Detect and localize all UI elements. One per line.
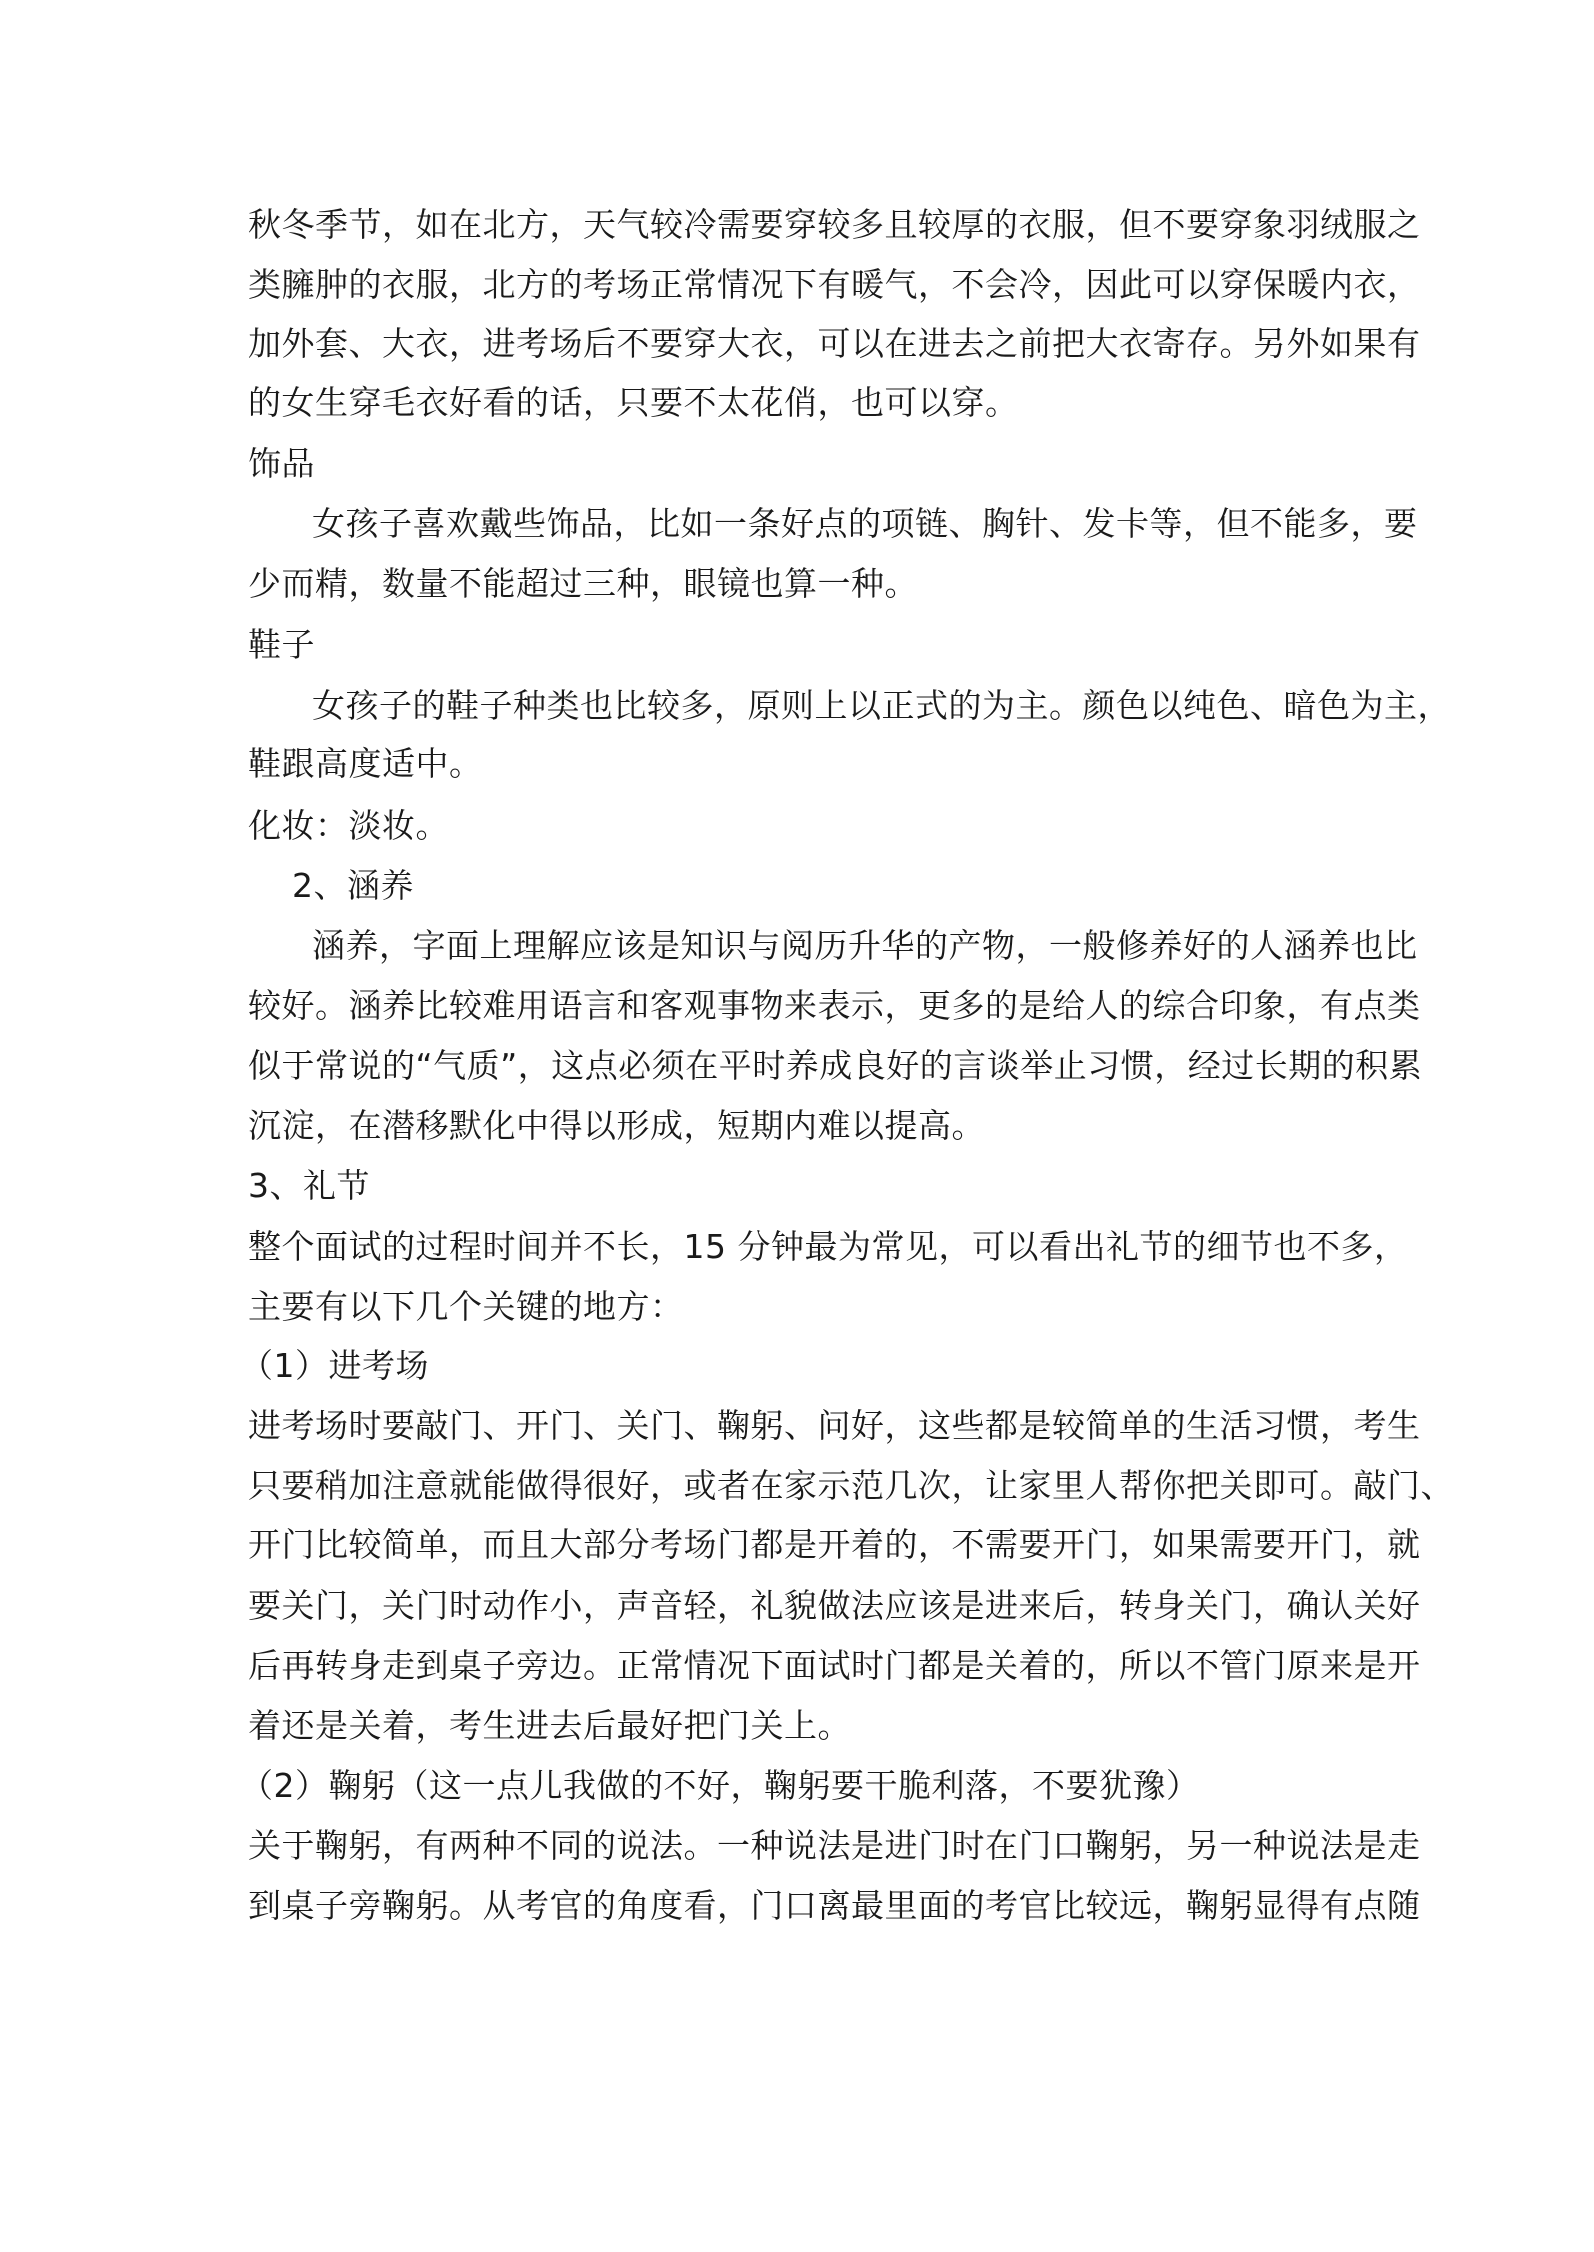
text-line: 沉淀，在潜移默化中得以形成，短期内难以提高。	[248, 1106, 985, 1145]
text-line: 秋冬季节，如在北方，天气较冷需要穿较多且较厚的衣服，但不要穿象羽绒服之	[248, 205, 1421, 244]
text-line: 鞋跟高度适中。	[248, 744, 483, 783]
section-heading: 2、涵养	[292, 866, 414, 905]
text-line: 女孩子喜欢戴些饰品，比如一条好点的项链、胸针、发卡等，但不能多，要	[312, 504, 1418, 543]
text-line: 主要有以下几个关键的地方：	[248, 1287, 684, 1326]
text-line: 较好。涵养比较难用语言和客观事物来表示，更多的是给人的综合印象，有点类	[248, 986, 1421, 1025]
section-heading: 鞋子	[248, 625, 315, 664]
section-heading: 3、礼节	[248, 1166, 370, 1205]
text-line: 的女生穿毛衣好看的话，只要不太花俏，也可以穿。	[248, 383, 1019, 422]
text-line: 到桌子旁鞠躬。从考官的角度看，门口离最里面的考官比较远，鞠躬显得有点随	[248, 1886, 1421, 1925]
text-line: 女孩子的鞋子种类也比较多，原则上以正式的为主。颜色以纯色、暗色为主，	[312, 686, 1451, 725]
text-line: 类臃肿的衣服，北方的考场正常情况下有暖气，不会冷，因此可以穿保暖内衣，	[248, 265, 1421, 304]
text-line: 只要稍加注意就能做得很好，或者在家示范几次，让家里人帮你把关即可。敲门、	[248, 1466, 1454, 1505]
subsection-heading: （2）鞠躬（这一点儿我做的不好，鞠躬要干脆利落，不要犹豫）	[240, 1766, 1200, 1805]
text-line: 进考场时要敲门、开门、关门、鞠躬、问好，这些都是较简单的生活习惯，考生	[248, 1406, 1421, 1445]
text-line: 后再转身走到桌子旁边。正常情况下面试时门都是关着的，所以不管门原来是开	[248, 1646, 1421, 1685]
text-line: 化妆：淡妆。	[248, 806, 449, 845]
text-line: 关于鞠躬，有两种不同的说法。一种说法是进门时在门口鞠躬，另一种说法是走	[248, 1826, 1421, 1865]
text-line: 整个面试的过程时间并不长，15 分钟最为常见，可以看出礼节的细节也不多，	[248, 1227, 1408, 1266]
text-line: 少而精，数量不能超过三种，眼镜也算一种。	[248, 564, 918, 603]
text-line: 着还是关着，考生进去后最好把门关上。	[248, 1706, 851, 1745]
subsection-heading: （1）进考场	[240, 1346, 429, 1385]
text-line: 加外套、大衣，进考场后不要穿大衣，可以在进去之前把大衣寄存。另外如果有	[248, 324, 1421, 363]
text-line: 开门比较简单，而且大部分考场门都是开着的，不需要开门，如果需要开门，就	[248, 1525, 1421, 1564]
text-line: 要关门，关门时动作小，声音轻，礼貌做法应该是进来后，转身关门，确认关好	[248, 1586, 1421, 1625]
section-heading: 饰品	[248, 444, 315, 483]
text-line: 涵养，字面上理解应该是知识与阅历升华的产物，一般修养好的人涵养也比	[312, 926, 1418, 965]
text-line: 似于常说的“气质”，这点必须在平时养成良好的言谈举止习惯，经过长期的积累	[248, 1046, 1423, 1085]
